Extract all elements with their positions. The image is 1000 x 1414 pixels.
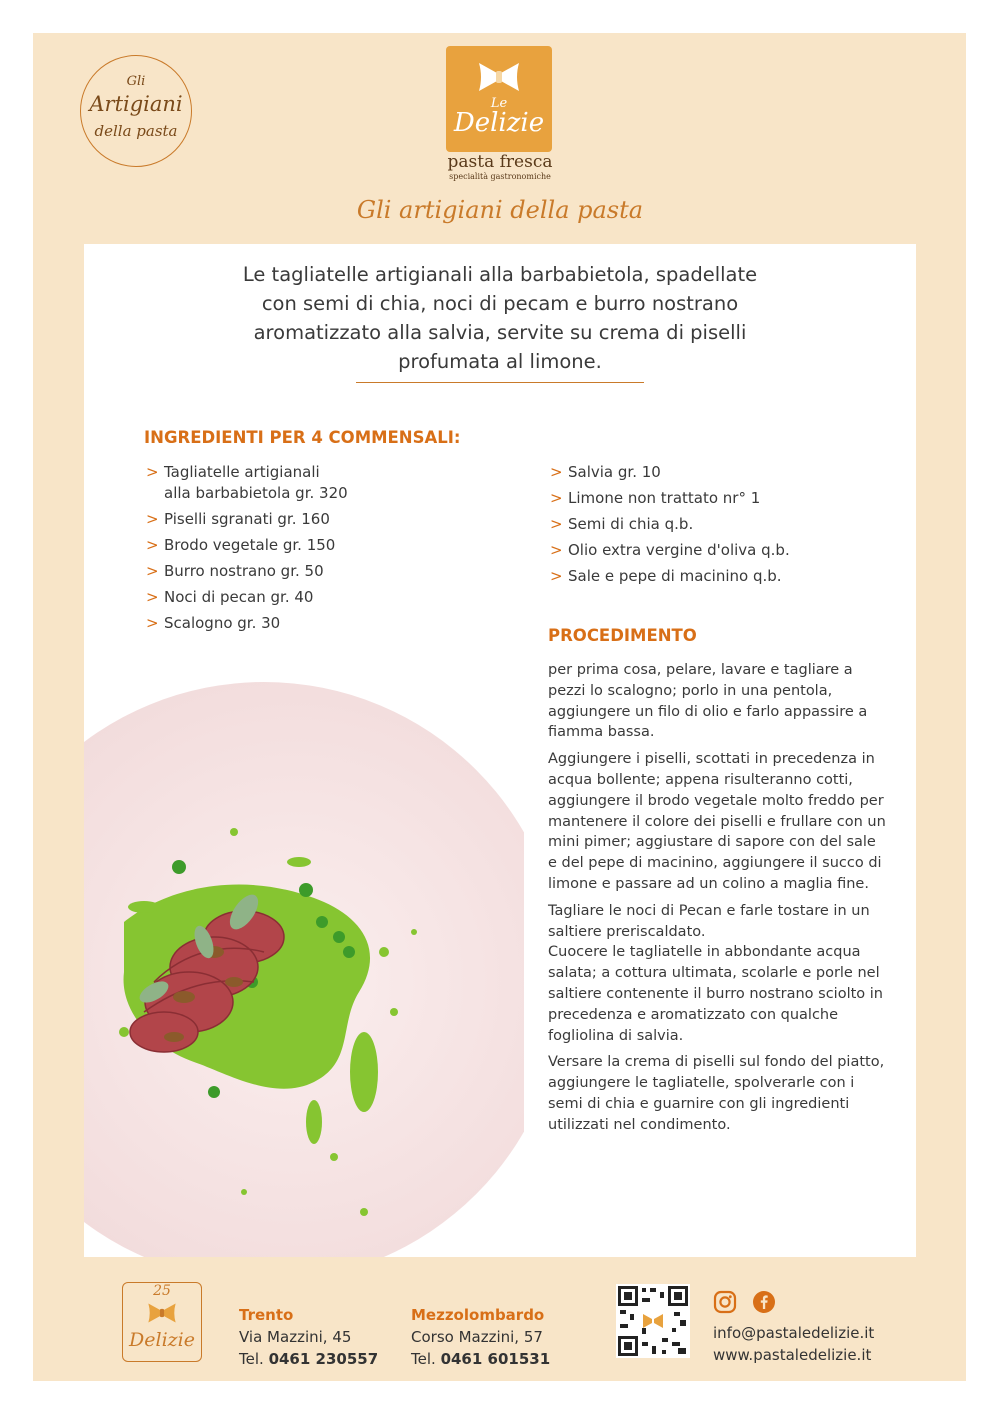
ingredient-text: Brodo vegetale gr. 150 <box>164 536 336 554</box>
email-link[interactable]: info@pastaledelizie.it <box>713 1324 875 1342</box>
store-phone[interactable]: 0461 230557 <box>268 1350 379 1368</box>
ingredients-heading: INGREDIENTI PER 4 COMMENSALI: <box>144 428 461 447</box>
logo-name: Delizie <box>453 108 545 138</box>
ingredient-item <box>146 535 506 556</box>
procedure-step: per prima cosa, pelare, lavare e tagliare a pezzi lo scalogno; porlo in una pentola, aggiungere un filo di olio e farlo appassire a fiamma bassa. <box>548 662 868 741</box>
bullet-arrow-icon: > <box>146 588 159 606</box>
procedure-step: Aggiungere i piselli, scottati in precedenza in acqua bollente; appena risulteranno cotti, aggiungere il brodo vegetale molto freddo per mantenere il colore dei piselli e frullare con un mini pimer; aggiustare di sapore con del sale e del pepe di macinino, aggiungere il succo di limone e passare ad un colino a maglia fine. <box>548 751 886 892</box>
ingredients-list-1 <box>146 462 506 639</box>
recipe-card <box>84 244 916 1257</box>
store-street: Corso Mazzini, 57 <box>411 1328 543 1346</box>
ingredient-item <box>550 462 910 483</box>
plate-photo <box>84 652 524 1257</box>
store-city: Mezzolombardo <box>411 1306 545 1324</box>
ingredient-item <box>550 488 910 509</box>
farfalle-bow-icon <box>477 60 521 94</box>
store-city: Trento <box>239 1306 294 1324</box>
ingredient-text: Scalogno gr. 30 <box>164 614 281 632</box>
tagline: Gli artigiani della pasta <box>356 196 644 224</box>
badge-number: 25 <box>153 1283 171 1299</box>
ingredient-text: Limone non trattato nr° 1 <box>568 489 761 507</box>
facebook-icon[interactable] <box>752 1290 776 1314</box>
bullet-arrow-icon: > <box>550 463 563 481</box>
instagram-icon[interactable] <box>713 1290 737 1314</box>
title-divider <box>356 382 644 383</box>
logo-le: Le <box>490 96 508 111</box>
store-street: Via Mazzini, 45 <box>239 1328 352 1346</box>
bullet-arrow-icon: > <box>146 536 159 554</box>
ingredient-text: Tagliatelle artigianali alla barbabietola gr. 320 <box>164 463 348 502</box>
ingredient-item <box>146 613 506 634</box>
bullet-arrow-icon: > <box>550 541 563 559</box>
bullet-arrow-icon: > <box>146 562 159 580</box>
website-link[interactable]: www.pastaledelizie.it <box>713 1346 872 1364</box>
tel-label: Tel. <box>411 1350 436 1368</box>
ingredient-text: Burro nostrano gr. 50 <box>164 562 324 580</box>
procedure-step: Tagliare le noci di Pecan e farle tostare in un saltiere preriscaldato. Cuocere le tagliatelle in abbondante acqua salata; a cottura ultimata, scolarle e porle nel saltiere contenente il burro nostrano sciolto in precedenza e aromatizzato con qualche fogliolina di salvia. <box>548 902 883 1044</box>
procedure-steps <box>548 660 886 1142</box>
farfalle-bow-icon <box>147 1301 177 1325</box>
ingredient-text: Sale e pepe di macinino q.b. <box>568 567 782 585</box>
ingredient-text: Semi di chia q.b. <box>568 515 694 533</box>
le-delizie-logo <box>446 46 552 152</box>
bullet-arrow-icon: > <box>146 614 159 632</box>
logo-subsubtitle: specialità gastronomiche <box>449 172 551 181</box>
ingredient-item <box>550 566 910 587</box>
store-trento <box>239 1304 378 1370</box>
bullet-arrow-icon: > <box>550 567 563 585</box>
ingredient-text: Salvia gr. 10 <box>568 463 661 481</box>
bullet-arrow-icon: > <box>146 510 159 528</box>
recipe-title: Le tagliatelle artigianali alla barbabietola, spadellate con semi di chia, noci di pecam e burro nostrano aromatizzato alla salvia, servite su crema di piselli profumata al limone. <box>242 263 758 373</box>
bullet-arrow-icon: > <box>146 463 159 481</box>
seal-line-2: Artigiani <box>89 92 183 116</box>
seal-line-1: Gli <box>126 74 146 89</box>
ingredient-text: Olio extra vergine d'oliva q.b. <box>568 541 790 559</box>
contact-info <box>713 1322 874 1366</box>
procedure-heading: PROCEDIMENTO <box>548 626 697 645</box>
store-phone[interactable]: 0461 601531 <box>440 1350 551 1368</box>
procedure-step: Versare la crema di piselli sul fondo del piatto, aggiungere le tagliatelle, spolverarle con i semi di chia e guarnire con gli ingredienti utilizzati nel condimento. <box>548 1054 885 1133</box>
logo-subtitle: pasta fresca <box>447 152 553 172</box>
bullet-arrow-icon: > <box>550 489 563 507</box>
ingredient-item <box>146 561 506 582</box>
ingredient-item <box>146 509 506 530</box>
anniversary-badge-logo <box>122 1282 202 1362</box>
badge-name: Delizie <box>129 1329 195 1351</box>
ingredient-text: Noci di pecan gr. 40 <box>164 588 314 606</box>
qr-code-icon[interactable] <box>616 1284 690 1358</box>
store-mezzolombardo <box>411 1304 550 1370</box>
seal-line-3: della pasta <box>94 122 178 140</box>
bullet-arrow-icon: > <box>550 515 563 533</box>
ingredient-item <box>550 514 910 535</box>
artigiani-seal-logo <box>80 55 192 167</box>
ingredient-item <box>146 587 506 608</box>
ingredient-text: Piselli sgranati gr. 160 <box>164 510 330 528</box>
ingredient-item <box>146 462 506 504</box>
ingredient-item <box>550 540 910 561</box>
tel-label: Tel. <box>239 1350 264 1368</box>
ingredients-list-2 <box>550 462 910 592</box>
